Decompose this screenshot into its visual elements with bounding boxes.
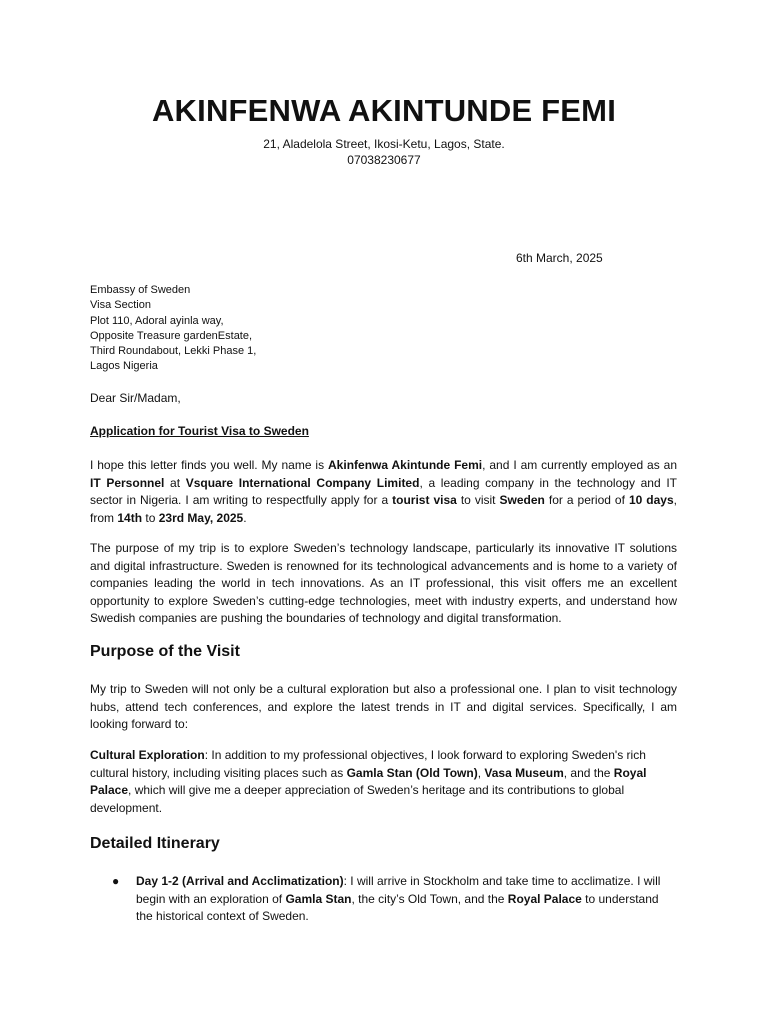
text-run: , — [477, 765, 485, 780]
bold-run: Vasa Museum — [484, 765, 564, 780]
applicant-address: 21, Aladelola Street, Ikosi-Ketu, Lagos, State. — [263, 137, 505, 151]
letter-date: 6th March, 2025 — [516, 251, 603, 265]
text-run: : I will arrive in Stockholm and take time to acclimatize. I will begin with an exploration of — [136, 874, 661, 906]
recipient-line: Visa Section — [90, 299, 151, 312]
bold-run: 23rd May, 2025 — [158, 510, 244, 525]
section-heading-itinerary: Detailed Itinerary — [90, 835, 220, 852]
text-run: I hope this letter finds you well. My name is — [90, 458, 329, 472]
text-run: : In addition to my professional objectives, I look forward to exploring Sweden's rich cultural history, including visiting places such as — [90, 748, 646, 780]
bold-run: Royal Palace — [90, 765, 647, 797]
text-run: to visit — [456, 493, 500, 507]
recipient-line: Plot 110, Adoral ayinla way, — [90, 314, 224, 327]
bold-run: 14th — [117, 510, 143, 525]
text-run: , and I am currently employed as an — [482, 458, 678, 472]
purpose-paragraph: The purpose of my trip is to explore Sweden’s technology landscape, particularly its innovative IT solutions and digital infrastructure. Sweden is renowned for its technological advancements and is home to a variety of companies leading the world in tech innovations. As an IT professional, this visit offers me an excellent opportunity to explore Sweden’s cutting-edge technologies, meet with industry experts, and understand how Swedish companies are pushing the boundaries of technology and digital transformation. — [90, 541, 677, 625]
itinerary-item — [136, 873, 676, 926]
applicant-phone: 07038230677 — [347, 153, 421, 167]
text-run: to — [142, 510, 159, 525]
bold-run: Vsquare International Company Limited — [185, 475, 420, 490]
salutation: Dear Sir/Madam, — [90, 391, 181, 405]
subject-line: Application for Tourist Visa to Sweden — [90, 424, 309, 438]
bold-run: Royal Palace — [507, 891, 582, 906]
text-run: , the city’s Old Town, and the — [351, 891, 508, 906]
bold-run: Gamla Stan — [285, 891, 352, 906]
section-heading-purpose: Purpose of the Visit — [90, 643, 240, 660]
bold-run: 10 days — [628, 493, 674, 507]
bold-run: Day 1-2 (Arrival and Acclimatization) — [136, 874, 344, 888]
text-run: . — [243, 510, 247, 525]
trip-paragraph: My trip to Sweden will not only be a cultural exploration but also a professional one. I plan to visit technology hubs, attend tech conferences, and explore the latest trends in IT and digital services. Specifically, I am looking forward to: — [90, 682, 677, 731]
bold-run: Cultural Exploration — [90, 748, 205, 762]
bold-run: Akinfenwa Akintunde Femi — [328, 458, 483, 472]
recipient-address — [90, 283, 256, 375]
recipient-line: Opposite Treasure gardenEstate, — [90, 329, 253, 342]
applicant-name: AKINFENWA AKINTUNDE FEMI — [151, 93, 617, 128]
bullet-icon: ● — [112, 874, 120, 888]
recipient-line: Third Roundabout, Lekki Phase 1, — [90, 345, 257, 358]
text-run: for a period of — [544, 493, 629, 507]
bold-run: IT Personnel — [90, 475, 165, 490]
text-run: , and the — [563, 765, 614, 780]
bold-run: Sweden — [499, 493, 545, 507]
bold-run: tourist visa — [392, 493, 457, 507]
intro-paragraph — [90, 457, 677, 527]
applicant-contact — [0, 136, 768, 168]
recipient-line: Lagos Nigeria — [90, 360, 158, 373]
cultural-paragraph — [90, 747, 677, 817]
text-run: to understand the historical context of Sweden. — [136, 891, 659, 923]
text-run: , a leading company in the technology and IT sector in Nigeria. I am writing to respectfully apply for a — [90, 475, 677, 507]
recipient-line: Embassy of Sweden — [90, 284, 191, 296]
text-run: , which will give me a deeper appreciation of Sweden’s heritage and its contributions to global development. — [90, 783, 625, 815]
text-run: , from — [90, 493, 677, 525]
text-run: at — [164, 475, 186, 490]
bold-run: Gamla Stan (Old Town) — [346, 765, 478, 780]
